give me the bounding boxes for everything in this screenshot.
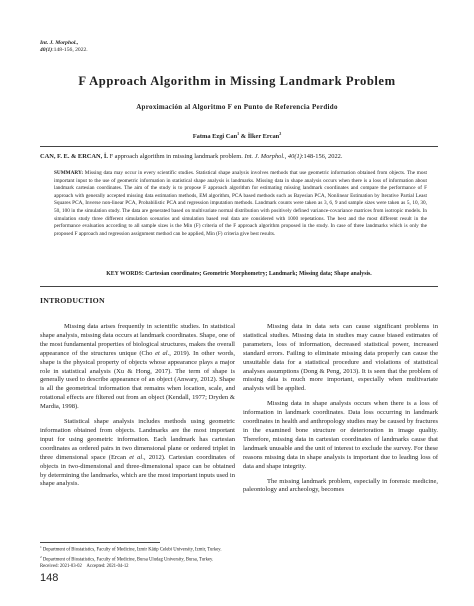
- journal-name: Int. J. Morphol.,: [40, 40, 79, 46]
- abstract-text: Missing data may occur in every scientific studies. Statistical shape analysis involves methods that use geometric information obtained from objects. The most important input to the use of geometric information in statistical shape analysis is landmarks. Missing data in shape analysis occurs when there is a loss of information about landmark cartesian coordinates. The aim of the study is to propose F approach algorithm for estimating missing landmark coordinates and compare the performance of F approach with generally accepted missing data estimation methods, EM algorithm, PCA based methods such as Bayesian PCA, Nonlinear Estimation by Iterative Partial Least Squares PCA, Inverse non-linear PCA, Probabilistic PCA and regression imputation methods. Landmark counts were taken as 3, 6, 9 and sample sizes were taken as 5, 10, 30, 50, 100 in the simulation study. The data are generated based on multivariate normal distribution with positively defined variance-covariance matrices from isotropic models. In simulation study three different simulation scenarios and simulation based real data are considered with 1000 repetations. The best and the most different result in the performance evaluation according to all sample sizes is the Min (F) criteria of the F approach algorithm proposed in the study. In case of three landmarks which is only the proposed F approach and regression assignment method can be applied, Min (F) criteria give best results.: [54, 170, 427, 237]
- footnote-marker: 2: [40, 554, 42, 559]
- citation: [40, 153, 438, 160]
- author-separator: &: [239, 133, 248, 141]
- paragraph: The missing landmark problem, especially in forensic medicine, paleontology and archeology, becomes: [243, 477, 438, 494]
- author-1-affil: 1: [237, 131, 240, 136]
- author-2: İlker Ercan: [247, 133, 280, 141]
- top-rule: [40, 146, 438, 147]
- author-1: Fatma Ezgi Can: [192, 133, 238, 141]
- et-al: et al: [129, 453, 143, 461]
- keywords-label: KEY WORDS:: [106, 271, 144, 277]
- journal-volume: 40(1): [40, 47, 53, 53]
- paragraph-text: ., 2012). Cartesian coordinates of objects in two-dimensional and three-dimensional space can be obtained by determining the landmarks, which are the most important inputs used in shape analysis.: [40, 453, 235, 488]
- journal-header: [40, 40, 88, 54]
- paragraph: Missing data in shape analysis occurs when there is a loss of information in landmark coordinates. Data loss occurring in landmark coordinates in health and anthropology studies may be caused by fractures in the examined bone structure or deterioration in image quality. Therefore, missing data in cartesian coordinates of landmarks cause that landmark unusable and the unit of interest to exclude the survey. For these reasons missing data in shape analysis is important due to leading loss of data and shape integrity.: [243, 400, 438, 470]
- citation-journal: Int. J. Morphol., 40(1): [244, 153, 302, 160]
- right-column: [243, 323, 438, 501]
- journal-volume-pages: [40, 47, 88, 54]
- keywords-rule: [40, 286, 438, 287]
- keywords: [40, 271, 438, 277]
- footnote-1: [40, 544, 222, 554]
- paragraph-text: Statistical shape analysis includes methods using geometric information obtained from objects. Landmarks are the most important input for using geometric information. Each landmark has cartesian coordinates as ordered pairs in two dimensional plane or ordered triplet in three dimensional space (Ercan: [40, 418, 235, 461]
- journal-pages: :148-156, 2022.: [52, 47, 88, 53]
- citation-pages: :148-156, 2022.: [301, 153, 343, 160]
- author-2-affil: 2: [279, 131, 282, 136]
- footnote-rule: [40, 542, 160, 543]
- left-column: [40, 323, 235, 495]
- footnote-2: [40, 554, 222, 564]
- citation-text: F approach algorithm in missing landmark problem.: [107, 153, 245, 160]
- section-heading-introduction: INTRODUCTION: [40, 296, 105, 305]
- paragraph-text: ., 2019). In other words, shape is the physical property of objects whose appearance plays a major role in statistical analysis (Xu & Hong, 2017). The term of shape is generally used to describe appearance of an object (Anwary, 2012). Shape is all the geometrical information that remains when location, scale, and rotational effects are filtered out from an object (Kendall, 1977; Dryden & Mardia, 1998).: [40, 349, 235, 411]
- abstract: [54, 170, 427, 238]
- paragraph-text: Missing data arises frequently in scientific studies. In statistical shape analysis, missing data occurs at landmark coordinates. Shape, one of the most fundamental properties of biological structures, makes the overall appearance of the structures unique (Cho: [40, 323, 235, 357]
- footnote-text: Department of Biostatistics, Faculty of Medicine, Bursa Uludag University, Bursa, Turkey.: [41, 557, 214, 563]
- et-al: et al: [155, 349, 168, 357]
- author-line: [0, 131, 474, 140]
- received-date: Received: 2021-03-02: [40, 563, 82, 569]
- footnote-text: Department of Biostatistics, Faculty of Medicine, Izmir Kâtip Celebi University, Izmir, Turkey.: [41, 547, 222, 553]
- paper-subtitle: Aproximación al Algoritmo F en Punto de Referencia Perdido: [136, 103, 338, 111]
- paragraph: [40, 323, 235, 412]
- accepted-date: Accepted: 2021-04-12: [86, 563, 129, 569]
- page-number: 148: [40, 572, 59, 584]
- abstract-label: SUMMARY:: [54, 170, 84, 176]
- dates: [40, 564, 222, 570]
- footnotes: [40, 544, 222, 570]
- paragraph: Missing data in data sets can cause significant problems in statistical studies. Missing data in studies may cause biased estimates of parameters, loss of information, decreased statistical power, increased standard errors. Failing to eliminate missing data properly can cause the unsuitable data for a statistical procedure and violations of statistical analyses assumptions (Dong & Peng, 2013). It is seen that the problem of missing data is much more important, especially when multivariate analysis will be applied.: [243, 323, 438, 393]
- footnote-marker: 1: [40, 545, 42, 549]
- paper-title: F Approach Algorithm in Missing Landmark Problem: [78, 74, 396, 88]
- citation-authors: CAN, F. E. & ERCAN, İ.: [40, 153, 108, 160]
- paragraph: [40, 418, 235, 489]
- keywords-text: Cartesian coordinates; Geometric Morphometry; Landmark; Missing data; Shape analysis.: [143, 271, 372, 277]
